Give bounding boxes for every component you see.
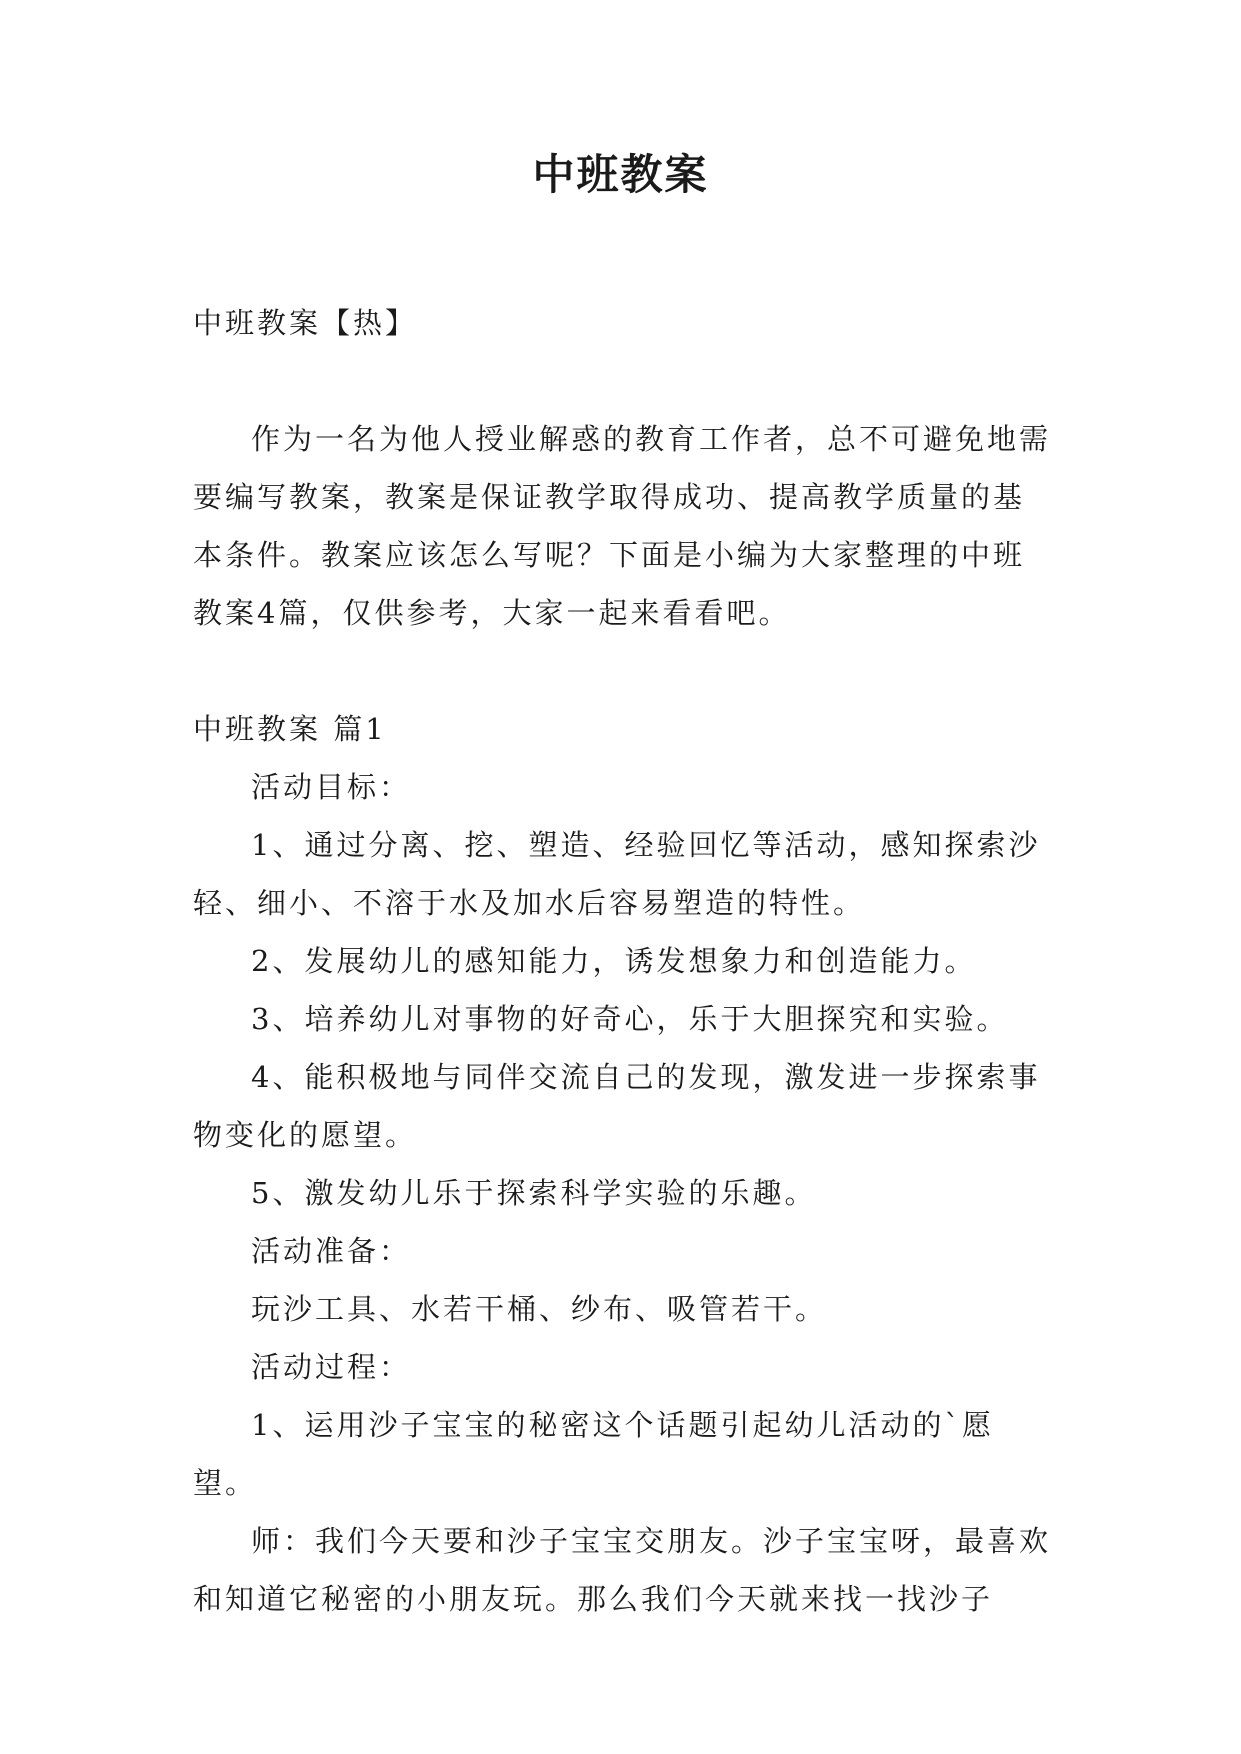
goals-heading: 活动目标： — [251, 770, 412, 804]
section-heading: 中班教案 篇1 — [193, 712, 387, 746]
goal-item: 1、通过分离、挖、塑造、经验回忆等活动，感知探索沙轻、细小、不溶于水及加水后容易塑造的特性。 — [193, 828, 1041, 920]
prep-text: 玩沙工具、水若干桶、纱布、吸管若干。 — [251, 1292, 828, 1326]
goal-item: 2、发展幼儿的感知能力，诱发想象力和创造能力。 — [251, 944, 977, 978]
prep-heading: 活动准备： — [251, 1234, 412, 1268]
process-heading: 活动过程： — [251, 1350, 412, 1384]
goal-item: 3、培养幼儿对事物的好奇心，乐于大胆探究和实验。 — [251, 1002, 1009, 1036]
process-step: 1、运用沙子宝宝的秘密这个话题引起幼儿活动的`愿望。 — [193, 1408, 994, 1500]
document-body — [193, 294, 1053, 1628]
document-title: 中班教案 — [532, 150, 709, 199]
goal-item: 5、激发幼儿乐于探索科学实验的乐趣。 — [251, 1176, 817, 1210]
document-subtitle: 中班教案【热】 — [193, 306, 418, 340]
intro-paragraph: 作为一名为他人授业解惑的教育工作者，总不可避免地需要编写教案，教案是保证教学取得成功、提高教学质量的基本条件。教案应该怎么写呢？下面是小编为大家整理的中班教案4篇，仅供参考，大家一起来看看吧。 — [193, 422, 1052, 630]
goal-item: 4、能积极地与同伴交流自己的发现，激发进一步探索事物变化的愿望。 — [193, 1060, 1041, 1152]
process-dialogue: 师：我们今天要和沙子宝宝交朋友。沙子宝宝呀，最喜欢和知道它秘密的小朋友玩。那么我们今天就来找一找沙子 — [193, 1524, 1052, 1616]
